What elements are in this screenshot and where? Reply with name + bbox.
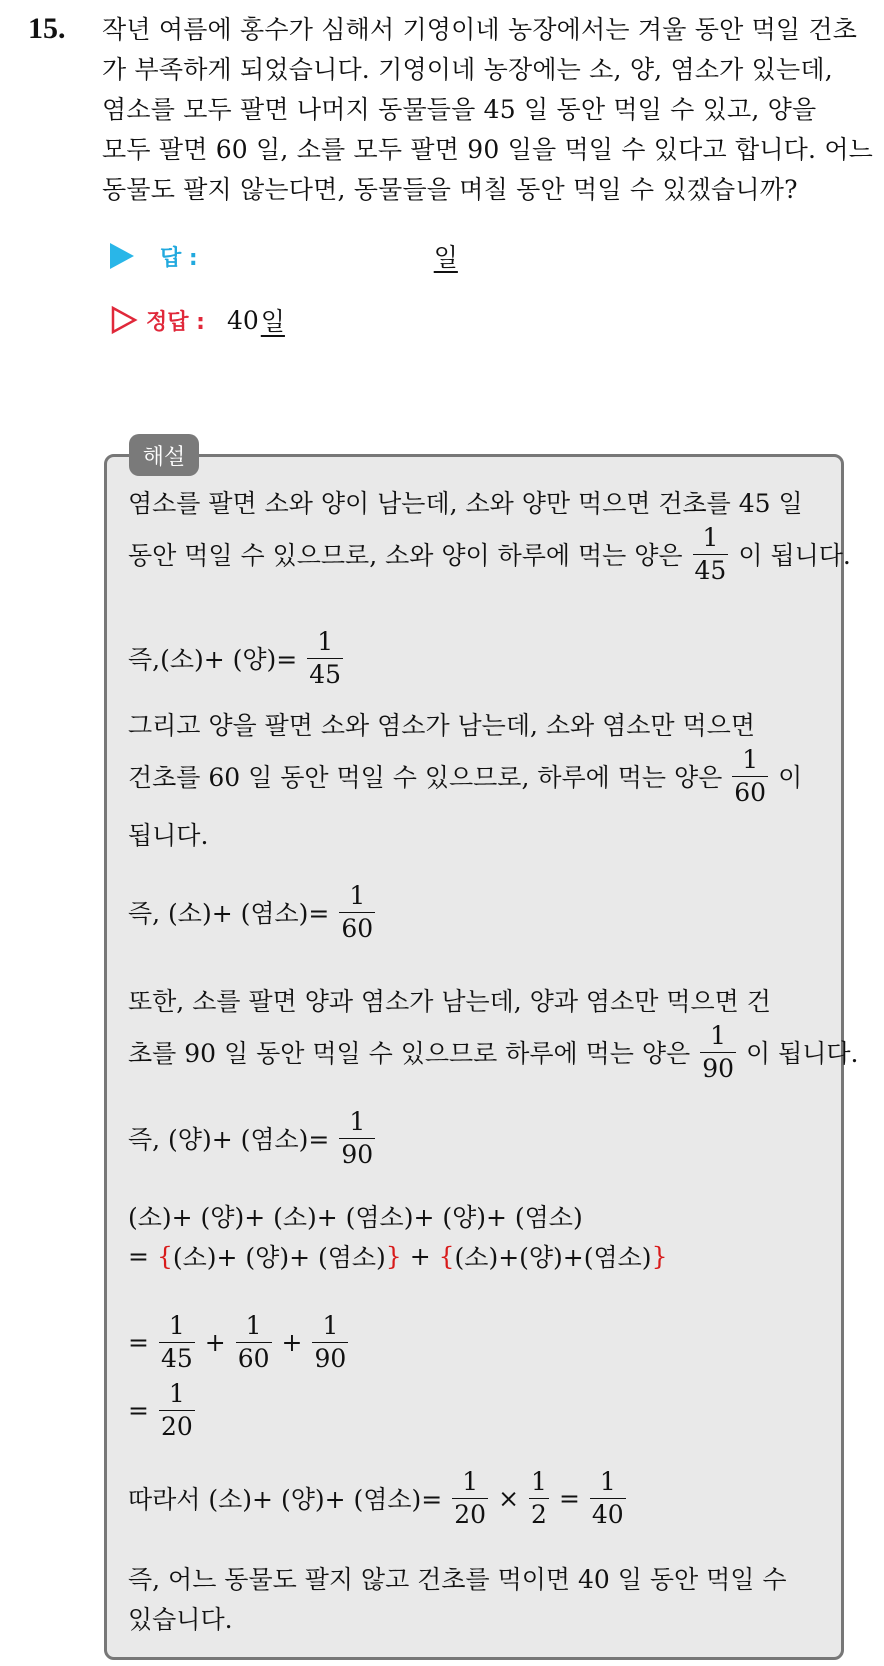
fraction: $\frac{1}{40}$ — [591, 1467, 624, 1529]
question-text — [102, 10, 874, 210]
fraction: $\frac{1}{60}$ — [734, 745, 767, 807]
question-line: 작년 여름에 홍수가 심해서 기영이네 농장에서는 겨울 동안 먹일 건초 — [102, 15, 858, 44]
question-number: 15. — [28, 12, 66, 45]
equation: 즉, (소)+ (염소)= $\frac{1}{60}$ — [128, 881, 374, 943]
equation: = $\frac{1}{20}$ — [128, 1379, 193, 1441]
solution-line: 또한, 소를 팔면 양과 염소가 남는데, 양과 염소만 먹으면 건 — [128, 987, 771, 1016]
solution-line: 됩니다. — [128, 821, 209, 850]
conclusion-line: 있습니다. — [128, 1605, 233, 1634]
fraction: $\frac{1}{90}$ — [702, 1021, 734, 1083]
conclusion-line: 즉, 어느 동물도 팔지 않고 건초를 먹이면 40 일 동안 먹일 수 — [128, 1565, 787, 1594]
correct-answer-row — [110, 300, 285, 340]
correct-answer-unit: 일 — [260, 307, 285, 336]
fraction: $\frac{1}{45}$ — [160, 1311, 193, 1373]
solution-line — [128, 524, 851, 585]
solution-text: 이 됩니다. — [738, 541, 851, 571]
question-line: 가 부족하게 되었습니다. 기영이네 농장에는 소, 양, 염소가 있는데, — [102, 55, 833, 84]
correct-answer-value: 40 — [226, 305, 259, 335]
equation: = $\frac{1}{45}$ + $\frac{1}{60}$ + $\frac{1}{90}$ — [128, 1311, 347, 1373]
solution-line: 그리고 양을 팔면 소와 염소가 남는데, 소와 염소만 먹으면 — [128, 711, 755, 740]
question-line: 동물도 팔지 않는다면, 동물들을 며칠 동안 먹일 수 있겠습니까? — [102, 175, 798, 204]
solution-line: 건초를 60 일 동안 먹일 수 있으므로, 하루에 먹는 양은 $\frac{1}{60}$ 이 — [128, 745, 803, 807]
fraction: $\frac{1}{60}$ — [341, 881, 374, 943]
answer-row — [110, 236, 458, 276]
equation: 따라서 (소)+ (양)+ (염소)= $\frac{1}{20}$ × $\frac{1}{2}$ = $\frac{1}{40}$ — [128, 1467, 624, 1529]
solution-text: 동안 먹일 수 있으므로, 소와 양이 하루에 먹는 양은 — [128, 541, 683, 571]
fraction: $\frac{1}{2}$ — [531, 1467, 547, 1529]
correct-answer-label: 정답 : — [146, 309, 205, 335]
sum-line: (소)+ (양)+ (소)+ (염소)+ (양)+ (염소) — [128, 1203, 583, 1232]
question-line: 모두 팔면 60 일, 소를 모두 팔면 90 일을 먹일 수 있다고 합니다. 어느 — [102, 135, 874, 164]
outline-triangle-icon — [110, 305, 138, 335]
answer-unit: 일 — [433, 243, 458, 272]
solution-line: 초를 90 일 동안 먹일 수 있으므로 하루에 먹는 양은 $\frac{1}{90}$ 이 됩니다. — [128, 1021, 859, 1083]
fraction: $\frac{1}{20}$ — [454, 1467, 487, 1529]
solution-line: 염소를 팔면 소와 양이 남는데, 소와 양만 먹으면 건초를 45 일 — [128, 489, 803, 518]
solution-tag: 해설 — [129, 434, 199, 476]
sum-line: = { (소)+ (양)+ (염소) } + { (소)+(양)+(염소) } — [128, 1241, 668, 1272]
equation: 즉,(소)+ (양)= $\frac{1}{45}$ — [128, 627, 342, 689]
answer-label: 답 : — [160, 245, 198, 271]
play-triangle-icon — [110, 243, 134, 269]
fraction: $\frac{1}{45}$ — [694, 523, 727, 585]
fraction: $\frac{1}{60}$ — [237, 1311, 270, 1373]
question-line: 염소를 모두 팔면 나머지 동물들을 45 일 동안 먹일 수 있고, 양을 — [102, 95, 817, 124]
equation: 즉, (양)+ (염소)= $\frac{1}{90}$ — [128, 1107, 374, 1169]
fraction: $\frac{1}{90}$ — [314, 1311, 347, 1373]
fraction: $\frac{1}{45}$ — [309, 627, 342, 689]
fraction: $\frac{1}{20}$ — [160, 1379, 193, 1441]
fraction: $\frac{1}{90}$ — [341, 1107, 374, 1169]
